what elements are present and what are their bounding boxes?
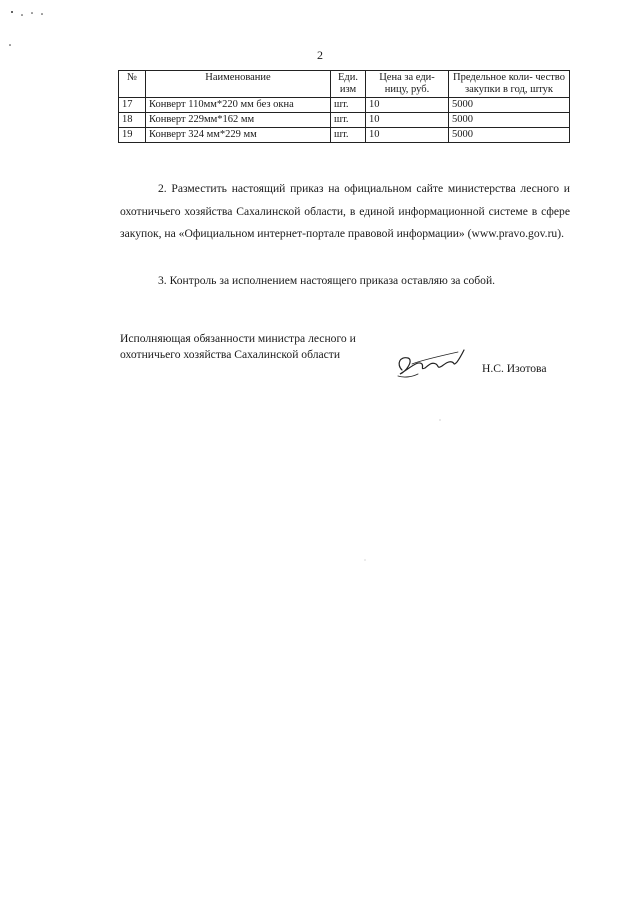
signer-title: Исполняющая обязанности министра лесного и охотничьего хозяйства Сахалинской области bbox=[120, 332, 356, 361]
header-price: Цена за еди- ницу, руб. bbox=[366, 71, 449, 98]
cell-unit: шт. bbox=[331, 128, 366, 143]
cell-name: Конверт 324 мм*229 мм bbox=[146, 128, 331, 143]
header-number: № bbox=[119, 71, 146, 98]
cell-quantity: 5000 bbox=[449, 113, 570, 128]
items-table bbox=[118, 70, 570, 143]
cell-unit: шт. bbox=[331, 98, 366, 113]
page-number: 2 bbox=[317, 48, 323, 62]
cell-number: 17 bbox=[119, 98, 146, 113]
table-row bbox=[119, 128, 570, 143]
cell-number: 18 bbox=[119, 113, 146, 128]
cell-name: Конверт 229мм*162 мм bbox=[146, 113, 331, 128]
table-row bbox=[119, 113, 570, 128]
signer-name: Н.С. Изотова bbox=[482, 362, 547, 375]
cell-price: 10 bbox=[366, 128, 449, 143]
header-quantity: Предельное коли- чество закупки в год, штук bbox=[449, 71, 570, 98]
cell-price: 10 bbox=[366, 113, 449, 128]
header-name: Наименование bbox=[146, 71, 331, 98]
cell-name: Конверт 110мм*220 мм без окна bbox=[146, 98, 331, 113]
paragraph-publication-text: 2. Разместить настоящий приказ на официальном сайте министерства лесного и охотничьего хозяйства Сахалинской области, в единой информационной системе в сфере закупок, на «Официальном интернет-портале правовой информации» (www.pravo.gov.ru). bbox=[120, 182, 570, 240]
table-header-row bbox=[119, 71, 570, 98]
cell-unit: шт. bbox=[331, 113, 366, 128]
cell-price: 10 bbox=[366, 98, 449, 113]
cell-quantity: 5000 bbox=[449, 98, 570, 113]
handwritten-signature bbox=[392, 334, 470, 382]
cell-quantity: 5000 bbox=[449, 128, 570, 143]
table-row bbox=[119, 98, 570, 113]
paragraph-publication bbox=[120, 178, 570, 246]
header-unit: Еди. изм bbox=[331, 71, 366, 98]
paragraph-control-text: 3. Контроль за исполнением настоящего приказа оставляю за собой. bbox=[158, 274, 496, 287]
cell-number: 19 bbox=[119, 128, 146, 143]
paragraph-control bbox=[120, 270, 570, 293]
